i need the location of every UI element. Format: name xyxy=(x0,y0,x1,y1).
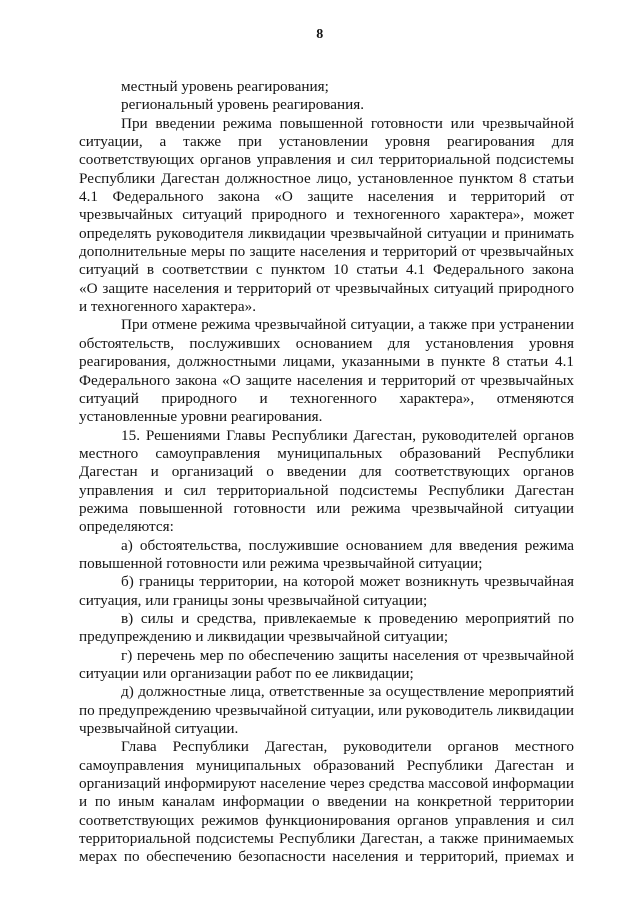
text-line: Глава Республики Дагестан, руководители органов местного xyxy=(121,738,574,756)
text-line: чрезвычайных ситуаций природного и техногенного характера», может xyxy=(79,206,574,224)
page-number: 8 xyxy=(316,27,324,42)
text-line: д) должностные лица, ответственные за осуществление мероприятий xyxy=(121,683,574,701)
text-line: ситуаций природного и техногенного характера», отменяются xyxy=(79,389,574,407)
document-body xyxy=(79,78,574,867)
text-line: ситуация, или границы зоны чрезвычайной ситуации; xyxy=(79,591,428,609)
text-line: территориальной подсистемы Республики Дагестан, а также принимаемых xyxy=(79,830,574,848)
text-line: а) обстоятельства, послужившие основанием для введения режима xyxy=(121,536,574,554)
text-line: Республики Дагестан должностное лицо, установленное пунктом 8 статьи xyxy=(79,169,574,187)
text-line: управления и сил территориальной подсистемы Республики Дагестан xyxy=(79,481,574,499)
text-line: г) перечень мер по обеспечению защиты населения от чрезвычайной xyxy=(121,646,574,664)
text-line: по предупреждению чрезвычайной ситуации, или руководитель ликвидации xyxy=(79,701,574,719)
text-line: ситуаций в соответствии с пунктом 10 статьи 4.1 Федерального закона xyxy=(79,261,574,279)
text-line: ситуации, а также при установлении уровня реагирования для xyxy=(79,133,574,151)
text-line: региональный уровень реагирования. xyxy=(121,96,365,114)
text-line: 4.1 Федерального закона «О защите населения и территорий от xyxy=(79,188,574,206)
text-line: реагирования, должностными лицами, указанными в пункте 8 статьи 4.1 xyxy=(79,353,574,371)
text-line: в) силы и средства, привлекаемые к проведению мероприятий по xyxy=(121,609,574,627)
text-line: предупреждению и ликвидации чрезвычайной ситуации; xyxy=(79,628,449,646)
text-line: соответствующих органов управления и сил территориальной подсистемы xyxy=(79,151,574,169)
text-line: соответствующих режимов функционирования органов управления и сил xyxy=(79,811,574,829)
text-line: местного самоуправления муниципальных образований Республики xyxy=(79,444,574,462)
text-line: «О защите населения и территорий от чрезвычайных ситуаций природного xyxy=(79,279,574,297)
text-line: б) границы территории, на которой может возникнуть чрезвычайная xyxy=(121,573,574,591)
text-line: Дагестан и организаций о введении для соответствующих органов xyxy=(79,463,574,481)
text-line: определяются: xyxy=(79,518,174,536)
text-line: организаций информируют население через средства массовой информации xyxy=(79,775,574,793)
text-line: 15. Решениями Главы Республики Дагестан, руководителей органов xyxy=(121,426,574,444)
text-line: Федерального закона «О защите населения и территорий от чрезвычайных xyxy=(79,371,574,389)
text-line: местный уровень реагирования; xyxy=(121,78,329,95)
text-line: При отмене режима чрезвычайной ситуации, а также при устранении xyxy=(121,316,574,334)
text-line: установленные уровни реагирования. xyxy=(79,408,323,426)
text-line: обстоятельств, послуживших основанием для установления уровня xyxy=(79,334,574,352)
text-line: самоуправления муниципальных образований Республики Дагестан и xyxy=(79,756,574,774)
text-line: При введении режима повышенной готовности или чрезвычайной xyxy=(121,114,574,132)
text-line: чрезвычайной ситуации. xyxy=(79,720,239,738)
text-line: повышенной готовности или режима чрезвычайной ситуации; xyxy=(79,554,483,572)
text-line: мерах по обеспечению безопасности населения и территорий, приемах и xyxy=(79,848,574,866)
text-line: режима повышенной готовности или режима чрезвычайной ситуации xyxy=(79,499,574,517)
text-line: и по иным каналам информации о введении на конкретной территории xyxy=(79,793,574,811)
text-line: и техногенного характера». xyxy=(79,298,257,316)
text-line: ситуации или организации работ по ее ликвидации; xyxy=(79,665,414,682)
text-line: определять руководителя ликвидации чрезвычайной ситуации и принимать xyxy=(79,224,574,242)
text-line: дополнительные меры по защите населения и территорий от чрезвычайных xyxy=(79,243,574,261)
